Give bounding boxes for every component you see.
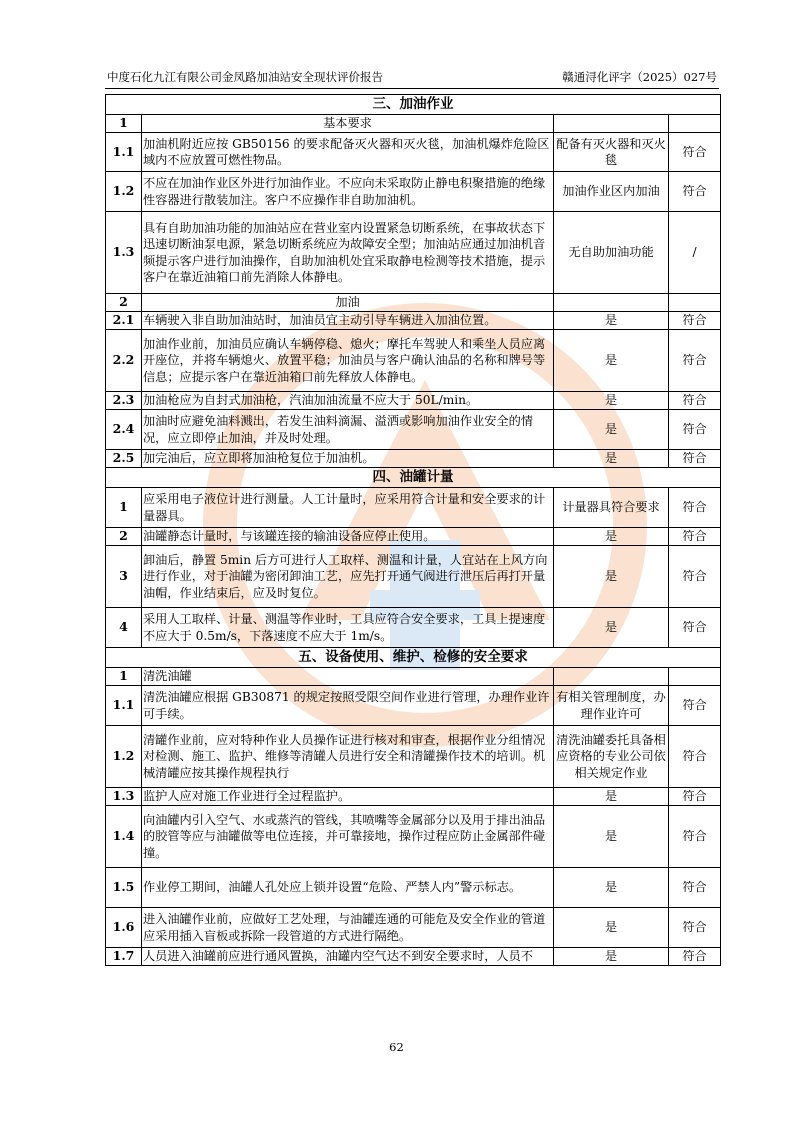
requirement-text: 应采用电子液位计进行测量。人工计量时，应采用符合计量和安全要求的计量器具。 — [142, 488, 554, 528]
table-row — [106, 948, 721, 966]
empty-cell — [669, 294, 721, 312]
category-row — [106, 294, 721, 312]
item-number: 1.7 — [106, 948, 142, 966]
item-number: 1.1 — [106, 133, 142, 172]
report-title: 中度石化九江有限公司金凤路加油站安全现状评价报告 — [107, 70, 383, 84]
compliance-result: 符合 — [669, 868, 721, 908]
actual-status: 加油作业区内加油 — [554, 172, 669, 212]
category-row — [106, 668, 721, 686]
section-header-row — [106, 95, 721, 115]
item-number: 1 — [106, 668, 142, 686]
table-row — [106, 788, 721, 806]
table-row — [106, 312, 721, 330]
actual-status: 是 — [554, 450, 669, 468]
actual-status: 是 — [554, 546, 669, 608]
table-row — [106, 908, 721, 948]
compliance-result: 符合 — [669, 330, 721, 392]
compliance-result: / — [669, 212, 721, 294]
requirement-text: 加油作业前，加油员应确认车辆停稳、熄火；摩托车驾驶人和乘坐人员应离开座位，并将车辆熄火、放置平稳；加油员与客户确认油品的名称和牌号等信息；应提示客户在靠近油箱口前先释放人体静电。 — [142, 330, 554, 392]
requirement-text: 人员进入油罐前应进行通风置换，油罐内空气达不到安全要求时，人员不 — [142, 948, 554, 966]
compliance-result: 符合 — [669, 488, 721, 528]
actual-status: 是 — [554, 908, 669, 948]
item-number: 2.3 — [106, 392, 142, 410]
requirement-text: 不应在加油作业区外进行加油作业。不应向未采取防止静电积聚措施的绝缘性容器进行散装加注。客户不应操作非自助加油机。 — [142, 172, 554, 212]
item-number: 2 — [106, 528, 142, 546]
compliance-result: 符合 — [669, 608, 721, 648]
actual-status: 配备有灭火器和灭火毯 — [554, 133, 669, 172]
table-row — [106, 686, 721, 726]
actual-status: 是 — [554, 312, 669, 330]
compliance-result: 符合 — [669, 948, 721, 966]
item-number: 2.5 — [106, 450, 142, 468]
requirement-text: 清罐作业前，应对特种作业人员操作证进行核对和审查，根据作业分组情况对检测、施工、监护、维修等清罐人员进行安全和清罐操作技术的培训。机械清罐应按其操作规程执行 — [142, 726, 554, 788]
actual-status: 是 — [554, 948, 669, 966]
report-number: 赣通浔化评字（2025）027号 — [562, 70, 717, 84]
actual-status: 清洗油罐委托具备相应资格的专业公司依相关规定作业 — [554, 726, 669, 788]
item-number: 2 — [106, 294, 142, 312]
item-number: 1.4 — [106, 806, 142, 868]
compliance-result: 符合 — [669, 392, 721, 410]
item-number: 2.2 — [106, 330, 142, 392]
actual-status: 是 — [554, 392, 669, 410]
compliance-result: 符合 — [669, 726, 721, 788]
compliance-result: 符合 — [669, 410, 721, 450]
section-header-row — [106, 648, 721, 668]
table-row — [106, 410, 721, 450]
table-row — [106, 546, 721, 608]
header-rule — [105, 88, 719, 89]
actual-status: 是 — [554, 410, 669, 450]
section-title: 四、油罐计量 — [106, 468, 721, 488]
item-number: 1.1 — [106, 686, 142, 726]
actual-status: 是 — [554, 788, 669, 806]
item-number: 1.5 — [106, 868, 142, 908]
table-row — [106, 868, 721, 908]
table-row — [106, 450, 721, 468]
section-title: 三、加油作业 — [106, 95, 721, 115]
table-row — [106, 608, 721, 648]
item-number: 4 — [106, 608, 142, 648]
table-row — [106, 172, 721, 212]
compliance-result: 符合 — [669, 806, 721, 868]
page-header — [105, 69, 719, 85]
item-number: 1.3 — [106, 212, 142, 294]
empty-cell — [669, 115, 721, 133]
empty-cell — [554, 294, 669, 312]
requirement-text: 进入油罐作业前，应做好工艺处理，与油罐连通的可能危及安全作业的管道应采用插入盲板或拆除一段管道的方式进行隔绝。 — [142, 908, 554, 948]
requirement-text: 具有自助加油功能的加油站应在营业室内设置紧急切断系统，在事故状态下迅速切断油泵电源，紧急切断系统应为故障安全型；加油站应通过加油机音频提示客户进行加油操作，自助加油机处宜采取静电检测等技术措施，提示客户在靠近油箱口前先消除人体静电。 — [142, 212, 554, 294]
table-row — [106, 528, 721, 546]
section-title: 五、设备使用、维护、检修的安全要求 — [106, 648, 721, 668]
requirement-text: 作业停工期间，油罐人孔处应上锁并设置“危险、严禁人内”警示标志。 — [142, 868, 554, 908]
table-row — [106, 133, 721, 172]
item-number: 3 — [106, 546, 142, 608]
actual-status: 是 — [554, 330, 669, 392]
actual-status: 是 — [554, 806, 669, 868]
actual-status: 是 — [554, 608, 669, 648]
requirement-text: 卸油后，静置 5min 后方可进行人工取样、测温和计量，人宜站在上风方向进行作业，对于油罐为密闭卸油工艺，应先打开通气阀进行泄压后再打开量油帽，作业结束后，应及时复位。 — [142, 546, 554, 608]
compliance-result: 符合 — [669, 686, 721, 726]
category-row — [106, 115, 721, 133]
actual-status: 是 — [554, 528, 669, 546]
requirement-text: 油罐静态计量时，与该罐连接的输油设备应停止使用。 — [142, 528, 554, 546]
compliance-result: 符合 — [669, 908, 721, 948]
requirement-text: 加油枪应为自封式加油枪，汽油加油流量不应大于 50L/min。 — [142, 392, 554, 410]
requirement-text: 监护人应对施工作业进行全过程监护。 — [142, 788, 554, 806]
table-row — [106, 726, 721, 788]
requirement-text: 向油罐内引入空气、水或蒸汽的管线，其喷嘴等金属部分以及用于排出油品的胶管等应与油罐做等电位连接，并可靠接地，操作过程应防止金属部件碰撞。 — [142, 806, 554, 868]
compliance-result: 符合 — [669, 172, 721, 212]
table-row — [106, 806, 721, 868]
category-title: 加油 — [142, 294, 554, 312]
item-number: 1 — [106, 115, 142, 133]
empty-cell — [554, 668, 669, 686]
table-row — [106, 488, 721, 528]
empty-cell — [554, 115, 669, 133]
compliance-result: 符合 — [669, 312, 721, 330]
actual-status: 有相关管理制度，办理作业许可 — [554, 686, 669, 726]
table-row — [106, 392, 721, 410]
compliance-result: 符合 — [669, 450, 721, 468]
actual-status: 是 — [554, 868, 669, 908]
item-number: 1.2 — [106, 172, 142, 212]
item-number: 1.6 — [106, 908, 142, 948]
item-number: 1 — [106, 488, 142, 528]
actual-status: 无自助加油功能 — [554, 212, 669, 294]
table-row — [106, 212, 721, 294]
requirement-text: 清洗油罐应根据 GB30871 的规定按照受限空间作业进行管理，办理作业许可手续。 — [142, 686, 554, 726]
section-header-row — [106, 468, 721, 488]
requirement-text: 采用人工取样、计量、测温等作业时，工具应符合安全要求，工具上提速度不应大于 0.5m/s，下落速度不应大于 1m/s。 — [142, 608, 554, 648]
compliance-result: 符合 — [669, 546, 721, 608]
item-number: 2.1 — [106, 312, 142, 330]
requirement-text: 加油机附近应按 GB50156 的要求配备灭火器和灭火毯，加油机爆炸危险区域内不应放置可燃性物品。 — [142, 133, 554, 172]
evaluation-table — [105, 94, 721, 966]
item-number: 2.4 — [106, 410, 142, 450]
compliance-result: 符合 — [669, 133, 721, 172]
compliance-result: 符合 — [669, 788, 721, 806]
requirement-text: 加油时应避免油料溅出，若发生油料滴漏、溢洒或影响加油作业安全的情况，应立即停止加油，并及时处理。 — [142, 410, 554, 450]
actual-status: 计量器具符合要求 — [554, 488, 669, 528]
requirement-text: 车辆驶入非自助加油站时，加油员宜主动引导车辆进入加油位置。 — [142, 312, 554, 330]
category-title: 基本要求 — [142, 115, 554, 133]
page-number: 62 — [389, 1040, 404, 1054]
item-number: 1.3 — [106, 788, 142, 806]
item-number: 1.2 — [106, 726, 142, 788]
compliance-result: 符合 — [669, 528, 721, 546]
table-row — [106, 330, 721, 392]
requirement-text: 加完油后，应立即将加油枪复位于加油机。 — [142, 450, 554, 468]
subcategory-title: 清洗油罐 — [142, 668, 554, 686]
empty-cell — [669, 668, 721, 686]
